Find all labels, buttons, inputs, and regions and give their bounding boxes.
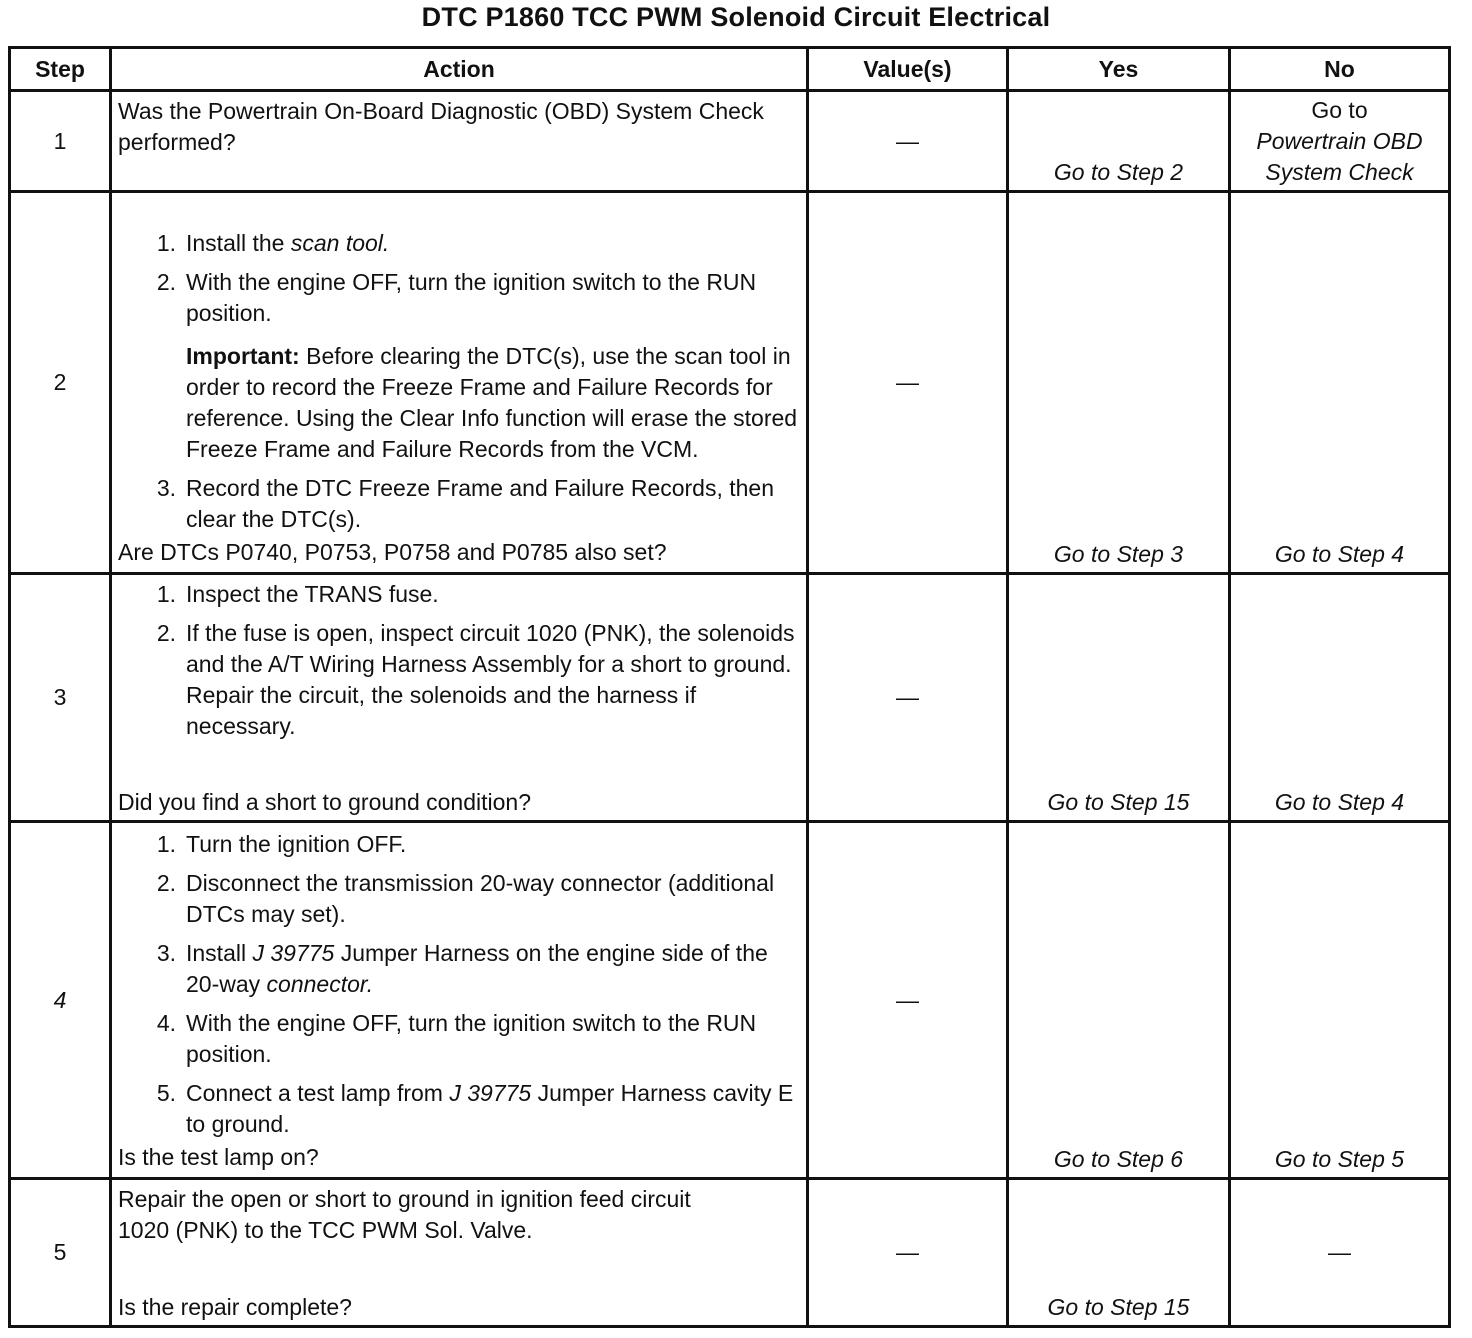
no-cell xyxy=(1230,192,1450,574)
item-number: 1. xyxy=(156,581,176,607)
tool-name: J 39775 xyxy=(252,940,335,966)
list-item xyxy=(146,829,798,860)
action-cell xyxy=(111,192,808,574)
table-row xyxy=(10,192,1450,574)
tool-name: J 39775 xyxy=(449,1080,532,1106)
yes-goto: Go to Step 15 xyxy=(1047,1294,1190,1320)
list-item xyxy=(146,473,798,535)
item-text: Disconnect the transmission 20-way connector (additional DTCs may set). xyxy=(186,870,775,927)
item-text: If the fuse is open, inspect circuit 1020 (PNK), the solenoids and the A/T Wiring Harness Assembly for a short to ground. Repair the circuit, the solenoids and the harness if necessary. xyxy=(186,620,795,739)
yes-cell xyxy=(1008,822,1230,1179)
item-text: Jumper Harness cavity E to ground. xyxy=(186,1080,794,1137)
value-dash: — xyxy=(896,1239,919,1265)
step-number: 5 xyxy=(10,1179,111,1327)
item-text: Jumper Harness on the engine side of the 20-way xyxy=(186,940,768,997)
value-dash: — xyxy=(896,684,919,710)
page-title: DTC P1860 TCC PWM Solenoid Circuit Electrical xyxy=(421,2,1051,32)
no-cell xyxy=(1230,1179,1450,1327)
yes-cell xyxy=(1008,192,1230,574)
action-cell xyxy=(111,1179,808,1327)
item-number: 2. xyxy=(156,269,176,295)
value-cell xyxy=(808,192,1008,574)
table-row xyxy=(10,1179,1450,1327)
list-item xyxy=(146,579,798,610)
list-item xyxy=(146,868,798,930)
list-item xyxy=(146,228,798,259)
no-goto-prefix: Go to xyxy=(1311,97,1368,123)
yes-cell xyxy=(1008,1179,1230,1327)
action-question: Was the Powertrain On-Board Diagnostic (OBD) System Check performed? xyxy=(118,98,764,155)
item-number: 1. xyxy=(156,831,176,857)
yes-cell xyxy=(1008,574,1230,822)
action-steps xyxy=(118,473,798,535)
list-item xyxy=(146,267,798,329)
value-cell xyxy=(808,1179,1008,1327)
item-text: With the engine OFF, turn the ignition switch to the RUN position. xyxy=(186,1010,757,1067)
header-values: Value(s) xyxy=(808,48,1008,91)
item-text-italic: connector. xyxy=(266,971,374,997)
no-cell xyxy=(1230,574,1450,822)
value-cell xyxy=(808,822,1008,1179)
action-question: Is the repair complete? xyxy=(118,1294,352,1320)
step-number: 1 xyxy=(10,91,111,192)
table-row xyxy=(10,574,1450,822)
value-dash: — xyxy=(896,127,919,154)
action-question: Is the test lamp on? xyxy=(118,1144,319,1170)
important-note xyxy=(118,341,798,465)
action-cell xyxy=(111,822,808,1179)
item-number: 4. xyxy=(156,1010,176,1036)
value-dash: — xyxy=(896,986,919,1013)
action-question: Are DTCs P0740, P0753, P0758 and P0785 also set? xyxy=(118,539,667,565)
header-step: Step xyxy=(10,48,111,91)
important-text: Before clearing the DTC(s), use the scan tool in order to record the Freeze Frame and Failure Records for reference. Using the Clear Info function will erase the stored Freeze Frame and Failure Records from the VCM. xyxy=(186,343,798,462)
action-steps xyxy=(118,829,798,1140)
item-text: Connect a test lamp from xyxy=(186,1080,450,1106)
yes-goto: Go to Step 2 xyxy=(1053,159,1184,185)
value-cell xyxy=(808,574,1008,822)
header-row xyxy=(10,48,1450,91)
item-text: With the engine OFF, turn the ignition switch to the RUN position. xyxy=(186,269,757,326)
item-number: 2. xyxy=(156,870,176,896)
action-cell xyxy=(111,91,808,192)
list-item xyxy=(146,618,798,742)
no-goto: Go to Step 4 xyxy=(1274,541,1405,567)
item-text: Install xyxy=(186,940,253,966)
step-number: 3 xyxy=(10,574,111,822)
no-cell xyxy=(1230,91,1450,192)
item-text: Install the xyxy=(186,230,291,256)
value-dash: — xyxy=(896,369,919,395)
no-cell xyxy=(1230,822,1450,1179)
yes-goto: Go to Step 15 xyxy=(1047,789,1190,815)
yes-cell xyxy=(1008,91,1230,192)
item-number: 1. xyxy=(156,230,176,256)
item-text: Inspect the TRANS fuse. xyxy=(186,581,439,607)
step-number: 4 xyxy=(10,822,111,1179)
step-number: 2 xyxy=(10,192,111,574)
table-row xyxy=(10,822,1450,1179)
item-number: 2. xyxy=(156,620,176,646)
diagnostic-table xyxy=(8,46,1451,1328)
list-item xyxy=(146,1078,798,1140)
value-cell xyxy=(808,91,1008,192)
no-goto: Go to Step 5 xyxy=(1274,1146,1405,1172)
item-number: 5. xyxy=(156,1080,176,1106)
yes-goto: Go to Step 6 xyxy=(1053,1146,1184,1172)
no-goto: Go to Step 4 xyxy=(1274,789,1405,815)
table-row xyxy=(10,91,1450,192)
header-no: No xyxy=(1230,48,1450,91)
item-text: Record the DTC Freeze Frame and Failure Records, then clear the DTC(s). xyxy=(186,475,775,532)
item-number: 3. xyxy=(156,940,176,966)
header-yes: Yes xyxy=(1008,48,1230,91)
item-number: 3. xyxy=(156,475,176,501)
action-steps xyxy=(118,228,798,329)
action-steps xyxy=(118,579,798,742)
no-goto-target: Powertrain OBD System Check xyxy=(1256,128,1423,185)
header-action: Action xyxy=(111,48,808,91)
no-dash: — xyxy=(1328,1239,1351,1265)
yes-goto: Go to Step 3 xyxy=(1053,541,1184,567)
list-item xyxy=(146,938,798,1000)
list-item xyxy=(146,1008,798,1070)
important-label: Important: xyxy=(186,343,300,369)
item-text: Turn the ignition OFF. xyxy=(186,831,407,857)
action-cell xyxy=(111,574,808,822)
action-question: Did you find a short to ground condition? xyxy=(118,789,531,815)
action-text: Repair the open or short to ground in ignition feed circuit 1020 (PNK) to the TCC PWM Sol. Valve. xyxy=(118,1186,691,1243)
item-text-italic: scan tool. xyxy=(290,230,390,256)
